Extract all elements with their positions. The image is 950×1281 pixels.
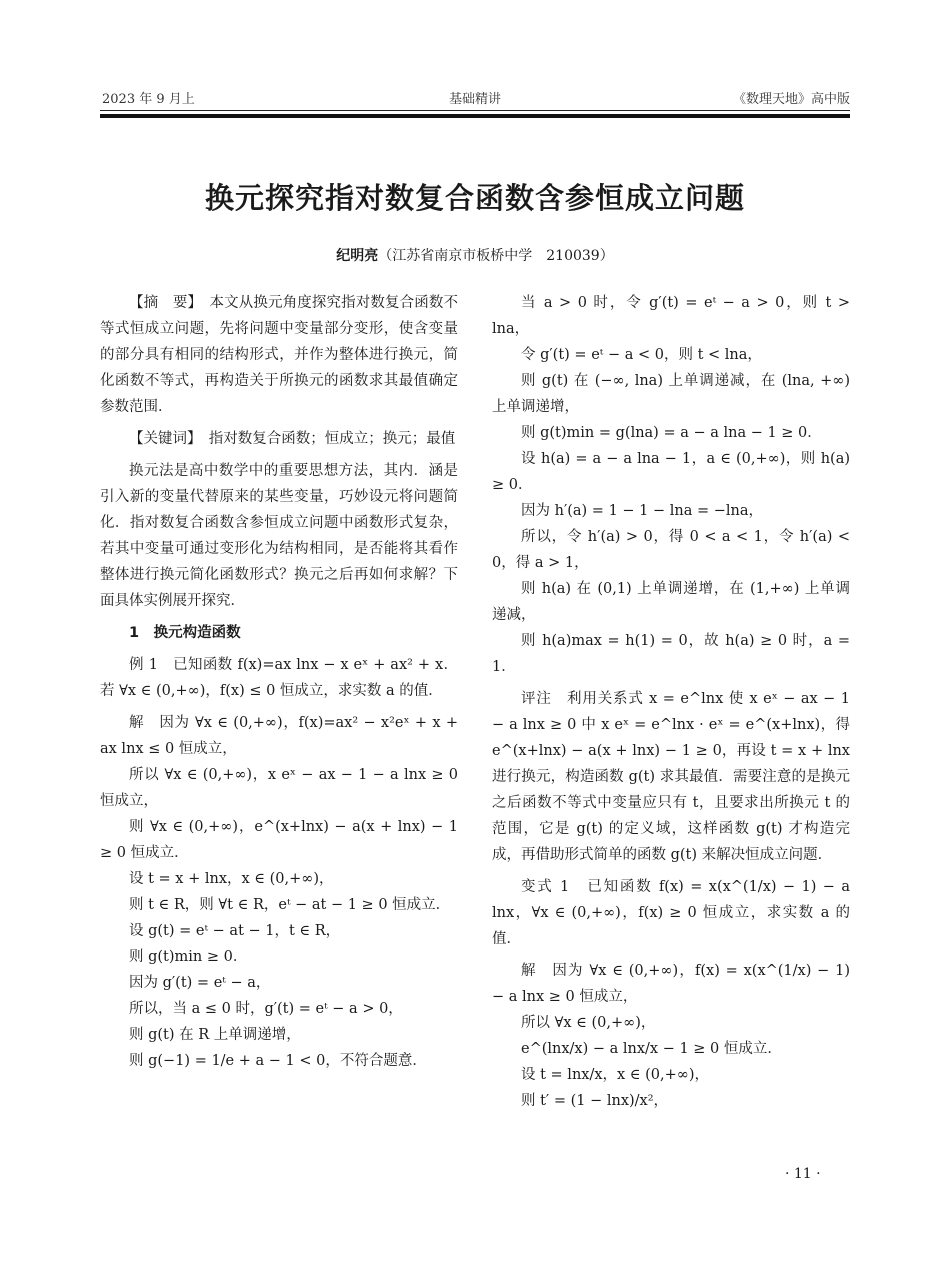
solution-line: 设 g(t) = eᵗ − at − 1，t ∈ R， <box>129 923 341 939</box>
author-line <box>0 245 950 265</box>
solution-line: 所以，当 a ≤ 0 时，g′(t) = eᵗ − a > 0， <box>129 1001 403 1017</box>
solution-line: 设 h(a) = a − a lna − 1，a ∈ (0,+∞)，则 h(a) ≥ 0． <box>492 451 850 493</box>
solution-line: 所以，令 h′(a) > 0，得 0 < a < 1，令 h′(a) < 0，得 a > 1， <box>492 529 850 571</box>
solution-line: 因为 g′(t) = eᵗ − a， <box>129 975 271 991</box>
left-column <box>100 290 458 1074</box>
solution-line: 则 h(a) 在 (0,1) 上单调递增，在 (1,+∞) 上单调递减， <box>492 581 850 623</box>
solution-line: 则 g(−1) = 1/e + a − 1 < 0，不符合题意． <box>129 1053 427 1069</box>
solution-line: 则 g(t) 在 R 上单调递增， <box>129 1027 301 1043</box>
example-1: 例 1 已知函数 f(x)=ax lnx − x eˣ + ax² + x．若 ∀x ∈ (0,+∞)，f(x) ≤ 0 恒成立，求实数 a 的值． <box>100 657 458 699</box>
solution-line: 所以 ∀x ∈ (0,+∞)， <box>521 1015 656 1031</box>
header-column: 基础精讲 <box>448 92 501 107</box>
section-heading: 1 换元构造函数 <box>129 625 241 641</box>
header-rule-thick <box>100 114 850 118</box>
commentary: 评注 利用关系式 x = e^lnx 使 x eˣ − ax − 1 − a lnx ≥ 0 中 x eˣ = e^lnx · eˣ = e^(x+lnx)，得 e^(x+lnx) − a(x + lnx) − 1 ≥ 0，再设 t = x + lnx 进行换元，构造函数 g(t) 求其最值．需要注意的是换元之后函数不等式中变量应只有 t，且要求出所换元 t 的范围，它是 g(t) 的定义域，这样函数 g(t) 才构造完成，再借助形式简单的函数 g(t) 来解决恒成立问题． <box>492 691 850 863</box>
solution-line: 则 g(t)min = g(lna) = a − a lna − 1 ≥ 0． <box>521 425 822 441</box>
variant-1: 变式 1 已知函数 f(x) = x(x^(1/x) − 1) − a lnx，∀x ∈ (0,+∞)，f(x) ≥ 0 恒成立，求实数 a 的值． <box>492 879 850 947</box>
solution-line: 则 g(t)min ≥ 0． <box>129 949 248 965</box>
solution-line: 解 因为 ∀x ∈ (0,+∞)，f(x)=ax² − x²eˣ + x + ax lnx ≤ 0 恒成立， <box>100 715 458 757</box>
page-number: · 11 · <box>785 1166 821 1182</box>
author-name: 纪明亮 <box>336 248 379 264</box>
keywords: 【关键词】 指对数复合函数；恒成立；换元；最值 <box>129 431 456 447</box>
abstract: 【摘 要】 本文从换元角度探究指对数复合函数不等式恒成立问题，先将问题中变量部分变形，使含变量的部分具有相同的结构形式，并作为整体进行换元，简化函数不等式，再构造关于所换元的函数求其最值确定参数范围． <box>100 295 458 415</box>
solution-line: 则 t ∈ R，则 ∀t ∈ R，eᵗ − at − 1 ≥ 0 恒成立． <box>129 897 451 913</box>
solution-line: 当 a > 0 时，令 g′(t) = eᵗ − a > 0，则 t > lna， <box>492 295 850 337</box>
solution-line: 则 g(t) 在 (−∞, lna) 上单调递减，在 (lna, +∞) 上单调递增， <box>492 373 850 415</box>
author-affiliation: （江苏省南京市板桥中学 210039） <box>378 248 614 264</box>
solution-line: 则 ∀x ∈ (0,+∞)，e^(x+lnx) − a(x + lnx) − 1 ≥ 0 恒成立． <box>100 819 458 861</box>
right-column <box>492 290 850 1114</box>
solution-line: 因为 h′(a) = 1 − 1 − lna = −lna， <box>521 503 764 519</box>
solution-line: 所以 ∀x ∈ (0,+∞)，x eˣ − ax − 1 − a lnx ≥ 0 恒成立， <box>100 767 458 809</box>
solution-line: 则 t′ = (1 − lnx)/x²， <box>521 1093 669 1109</box>
solution-line: 设 t = x + lnx，x ∈ (0,+∞)， <box>129 871 334 887</box>
article-title: 换元探究指对数复合函数含参恒成立问题 <box>204 181 745 215</box>
header-rule-thin <box>100 110 850 111</box>
solution-line: e^(lnx/x) − a lnx/x − 1 ≥ 0 恒成立． <box>521 1041 782 1057</box>
solution-line: 则 h(a)max = h(1) = 0，故 h(a) ≥ 0 时，a = 1． <box>492 633 850 675</box>
header-journal: 《数理天地》高中版 <box>732 92 850 107</box>
intro-paragraph: 换元法是高中数学中的重要思想方法，其内．涵是引入新的变量代替原来的某些变量，巧妙设元将问题简化．指对数复合函数含参恒成立问题中函数形式复杂，若其中变量可通过变形化为结构相同，是否能将其看作整体进行换元简化函数形式？换元之后再如何求解？下面具体实例展开探究． <box>100 463 458 609</box>
solution-line: 解 因为 ∀x ∈ (0,+∞)，f(x) = x(x^(1/x) − 1) − a lnx ≥ 0 恒成立， <box>492 963 850 1005</box>
solution-line: 设 t = lnx/x，x ∈ (0,+∞)， <box>521 1067 710 1083</box>
solution-line: 令 g′(t) = eᵗ − a < 0，则 t < lna， <box>521 347 762 363</box>
header-date: 2023 年 9 月上 <box>102 92 195 107</box>
